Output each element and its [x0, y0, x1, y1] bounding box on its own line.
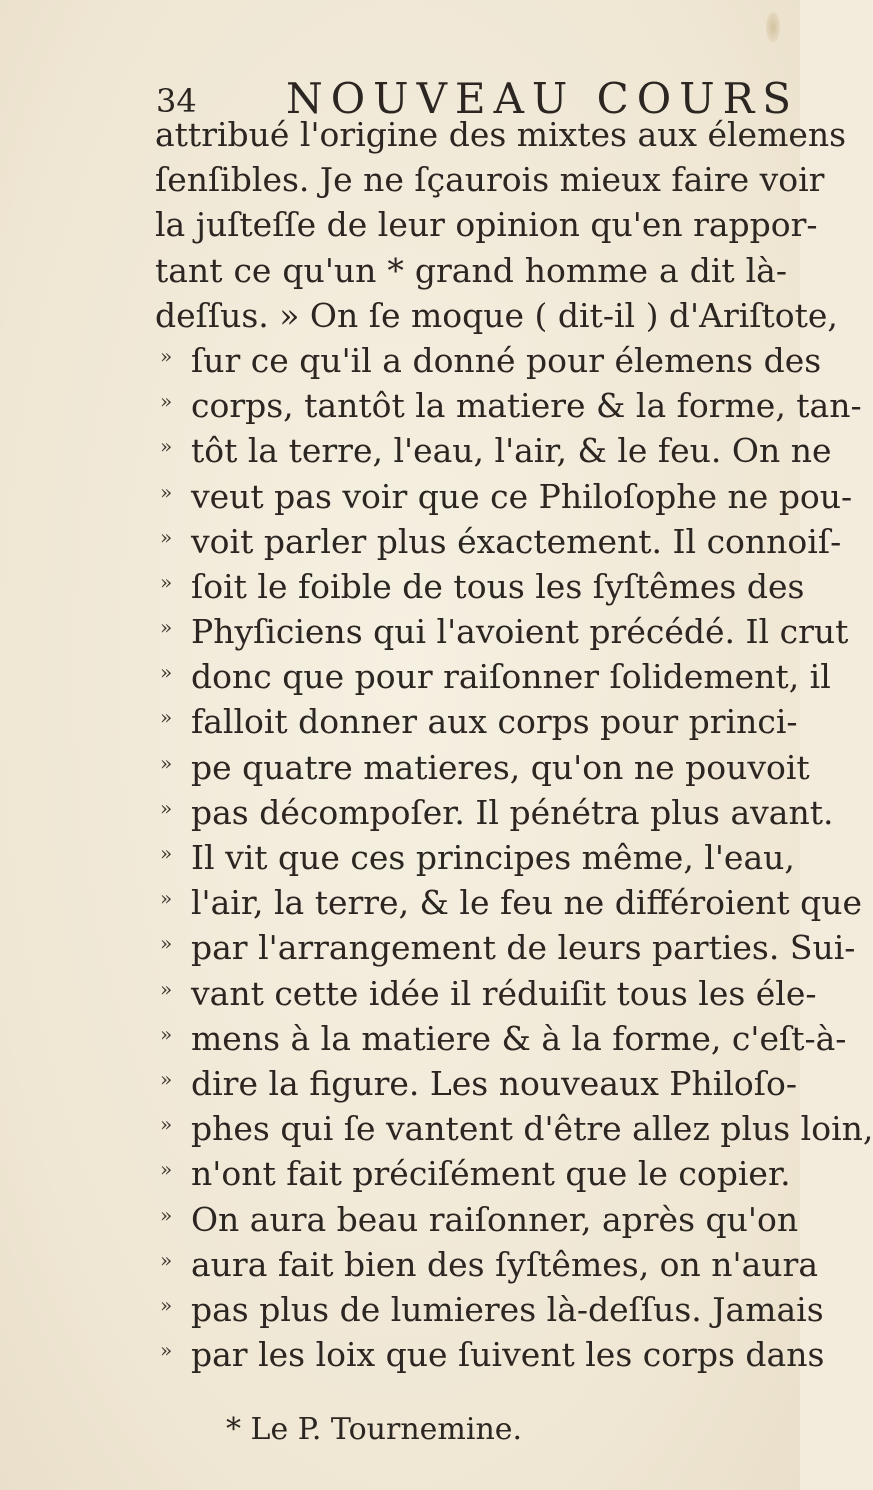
quote-marker: » [160, 615, 173, 640]
text-line [0, 1287, 824, 1332]
line-text: donc que pour raiſonner ſolidement, il [191, 657, 831, 697]
quote-marker: » [160, 886, 173, 911]
line-text: tant ce qu'un * grand homme a dit là- [155, 250, 787, 290]
text-line [0, 1197, 800, 1242]
text-line [0, 609, 849, 654]
quote-marker: » [160, 389, 173, 414]
line-text: par l'arrangement de leurs parties. Sui- [191, 928, 856, 968]
text-line [0, 202, 818, 247]
quote-marker: » [160, 479, 173, 504]
running-title: NOUVEAU COURS [286, 74, 800, 123]
quote-marker: » [160, 343, 173, 368]
line-text: voit parler plus éxactement. Il connoiſ- [191, 521, 842, 561]
quote-marker: » [160, 1112, 173, 1137]
quote-marker: » [160, 1066, 173, 1091]
line-text: Il vit que ces principes même, l'eau, [191, 838, 795, 877]
line-text: tôt la terre, l'eau, l'air, & le feu. On ne [191, 431, 832, 471]
line-text: l'air, la terre, & le feu ne différoient que [191, 883, 863, 923]
page-number: 34 [156, 82, 197, 120]
line-text: pe quatre matieres, qu'on ne pouvoit [191, 747, 810, 787]
text-line [0, 835, 800, 880]
line-text: dire la figure. Les nouveaux Philoſo- [191, 1063, 797, 1103]
line-text: pas décompoſer. Il pénétra plus avant. [191, 792, 834, 832]
line-text: aura fait bien des ſyſtêmes, on n'aura [191, 1244, 818, 1284]
line-text: falloit donner aux corps pour princi- [191, 702, 798, 742]
paper-stain [766, 12, 780, 42]
text-line [0, 248, 800, 293]
text-line [0, 1106, 873, 1151]
line-text: veut pas voir que ce Philoſophe ne pou- [191, 476, 853, 516]
quote-marker: » [160, 434, 173, 459]
line-text: ſur ce qu'il a donné pour élemens des [191, 340, 822, 380]
quote-marker: » [160, 1202, 173, 1227]
line-text: attribué l'origine des mixtes aux élemens [155, 115, 847, 154]
quote-marker: » [160, 750, 173, 775]
text-line [0, 699, 800, 744]
quote-marker: » [160, 1338, 173, 1363]
quote-marker: » [160, 524, 173, 549]
line-text: mens à la matiere & à la forme, c'eſt-à- [191, 1018, 847, 1058]
line-text: corps, tantôt la matiere & la forme, tan- [191, 386, 862, 426]
body-text [0, 112, 873, 1377]
text-line [0, 790, 834, 835]
quote-marker: » [160, 1247, 173, 1272]
text-line [0, 564, 805, 609]
text-line [0, 112, 847, 157]
text-line [0, 880, 863, 925]
line-text: Phyſiciens qui l'avoient précédé. Il crut [191, 612, 849, 652]
line-text: la juſteſſe de leur opinion qu'en rappor- [155, 205, 818, 245]
text-line [0, 1242, 818, 1287]
footnote: * Le P. Tournemine. [226, 1412, 523, 1447]
line-text: pas plus de lumieres là-deſſus. Jamais [191, 1289, 824, 1329]
line-text: ſoit le foible de tous les ſyſtêmes des [191, 566, 805, 606]
text-line [0, 1332, 825, 1377]
quote-marker: » [160, 795, 173, 820]
line-text: par les loix que ſuivent les corps dans [191, 1335, 825, 1375]
text-line [0, 519, 842, 564]
line-text: On aura beau raiſonner, après qu'on [191, 1199, 799, 1239]
text-line [0, 428, 832, 473]
line-text: phes qui ſe vantent d'être allez plus loin, [191, 1109, 873, 1149]
text-line [0, 474, 853, 519]
quote-marker: » [160, 841, 173, 865]
line-text: ſenſibles. Je ne ſçaurois mieux faire voir [155, 160, 825, 200]
text-line [0, 1016, 847, 1061]
quote-marker: » [160, 976, 173, 1001]
quote-marker: » [160, 1157, 173, 1182]
quote-marker: » [160, 931, 173, 956]
line-text: n'ont fait préciſément que le copier. [191, 1154, 791, 1194]
quote-marker: » [160, 705, 173, 730]
text-line [0, 971, 817, 1016]
text-line [0, 338, 822, 383]
text-line [0, 1151, 800, 1196]
text-line [0, 745, 810, 790]
text-line [0, 383, 862, 428]
quote-marker: » [160, 1292, 173, 1317]
line-text: vant cette idée il réduiſit tous les éle- [191, 973, 817, 1013]
quote-marker: » [160, 660, 173, 685]
quote-marker: » [160, 1021, 173, 1046]
text-line [0, 925, 856, 970]
text-line [0, 1061, 800, 1106]
quote-marker: » [160, 569, 173, 594]
text-line [0, 293, 838, 338]
text-line [0, 654, 831, 699]
line-text: deſſus. » On ſe moque ( dit-il ) d'Ariſtote, [155, 295, 838, 335]
text-line [0, 157, 825, 202]
